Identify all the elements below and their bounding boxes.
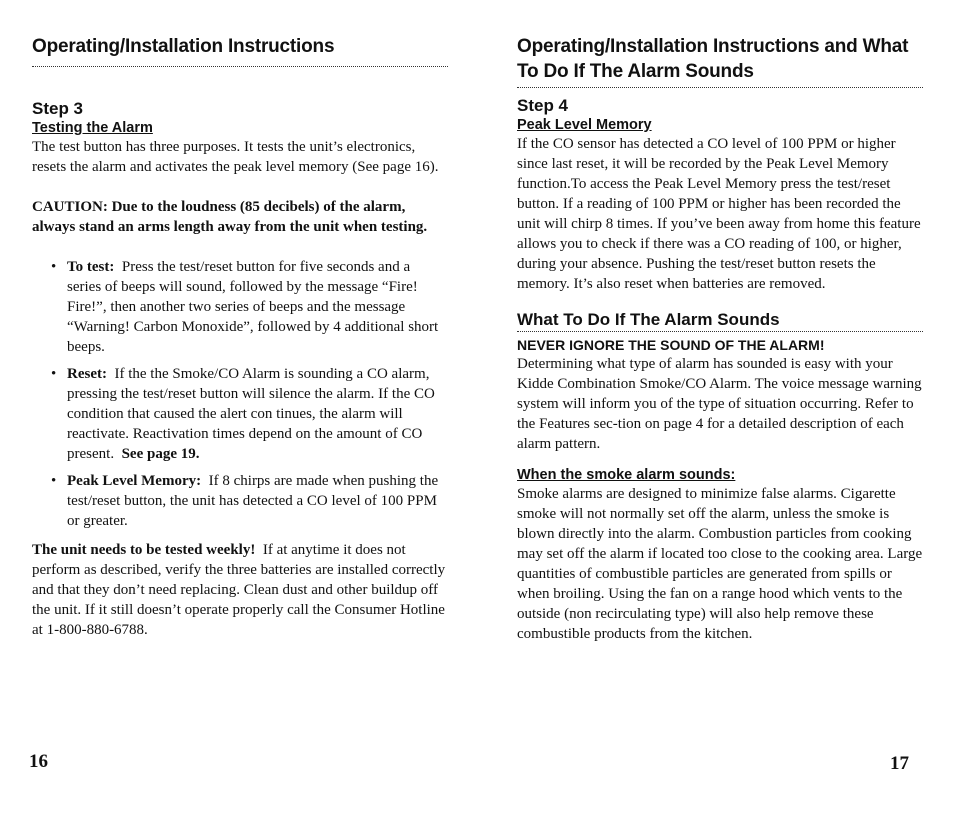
page-number-left: 16 xyxy=(29,751,48,772)
list-item-text: If 8 chirps are made when pushing the test/reset button, the unit has detected a CO level of 100 PPM or greater. xyxy=(67,473,439,529)
list-item-label: To test: xyxy=(67,259,115,275)
smoke-alarm-subheading: When the smoke alarm sounds: xyxy=(517,467,736,483)
left-page xyxy=(32,0,448,640)
list-item-label: Reset: xyxy=(67,366,107,382)
left-heading-block xyxy=(32,34,448,67)
list-item-text: If the the Smoke/CO Alarm is sounding a CO alarm, pressing the test/reset button will silence the alarm. If the CO condition that caused the alert con tinues, the alarm will reactivate. Reactivation times depend on the amount of CO present. xyxy=(67,366,435,462)
list-item-peak-level xyxy=(32,471,448,531)
caution-paragraph: CAUTION: Due to the loudness (85 decibels) of the alarm, always stand an arms length away from the unit when testing. xyxy=(32,199,428,235)
step-3-heading: Step 3 xyxy=(32,99,84,118)
alarm-type-paragraph: Determining what type of alarm has sounded is easy with your Kidde Combination Smoke/CO Alarm. The voice message warning system will inform you of the type of situation occurring. Refer to the Features sec-tion on page 4 for a detailed description of each alarm pattern. xyxy=(517,356,922,452)
never-ignore-warning: NEVER IGNORE THE SOUND OF THE ALARM! xyxy=(517,337,825,353)
bullet-icon: • xyxy=(51,473,57,489)
step-4-heading: Step 4 xyxy=(517,96,569,115)
smoke-alarm-paragraph: Smoke alarms are designed to minimize false alarms. Cigarette smoke will not normally set off the alarm, unless the smoke is blown directly into the alarm. Combustion particles from cooking may set off the alarm if located too close to the cooking area. Large quantities of combustible particles are generated from spills or when broiling. Using the fan on a range hood which vents to the outside (non recirculating type) will also help remove these combustible products from the kitchen. xyxy=(517,486,923,642)
list-item-label: Peak Level Memory: xyxy=(67,473,202,489)
right-heading-block xyxy=(517,34,923,88)
peak-level-subheading: Peak Level Memory xyxy=(517,117,652,133)
see-page-reference: See page 19. xyxy=(121,446,200,462)
left-page-heading: Operating/Installation Instructions xyxy=(32,36,335,57)
alarm-heading-block xyxy=(517,310,923,332)
bullet-icon: • xyxy=(51,259,57,275)
list-item-text: Press the test/reset button for five seconds and a series of beeps will sound, followed by the message “Fire! Fire!”, then another two series of beeps and the message “Warning! Carbon Monoxide”, followed by 4 additional short beeps. xyxy=(67,259,439,355)
weekly-test-paragraph xyxy=(32,540,448,640)
weekly-test-text: If at anytime it does not perform as described, verify the three batteries are installed correctly and that they don’t need replacing. Clean dust and other buildup off the unit. If it still doesn’t operate properly call the Consumer Hotline at 1-800-880-6788. xyxy=(32,542,446,638)
testing-alarm-subheading: Testing the Alarm xyxy=(32,120,153,136)
right-page xyxy=(517,0,923,644)
testing-intro-paragraph: The test button has three purposes. It tests the unit’s electronics, resets the alarm and activates the peak level memory (See page 16). xyxy=(32,139,439,175)
bullet-icon: • xyxy=(51,366,57,382)
right-page-heading: Operating/Installation Instructions and What To Do If The Alarm Sounds xyxy=(517,36,909,82)
list-item-reset xyxy=(32,364,448,464)
alarm-sounds-heading: What To Do If The Alarm Sounds xyxy=(517,310,780,329)
page-number-right: 17 xyxy=(890,753,909,774)
list-item-to-test xyxy=(32,257,448,357)
weekly-test-bold: The unit needs to be tested weekly! xyxy=(32,542,256,558)
peak-level-paragraph: If the CO sensor has detected a CO level of 100 PPM or higher since last reset, it will be recorded by the Peak Level Memory function.To access the Peak Level Memory press the test/reset button. If a reading of 100 PPM or higher has been recorded the unit will chirp 8 times. If you’ve been away from home this feature allows you to check if there was a CO reading of 100, or higher, during your absence. Pushing the test/reset button resets the memory. It’s also reset when batteries are removed. xyxy=(517,136,921,292)
test-functions-list xyxy=(32,257,448,531)
